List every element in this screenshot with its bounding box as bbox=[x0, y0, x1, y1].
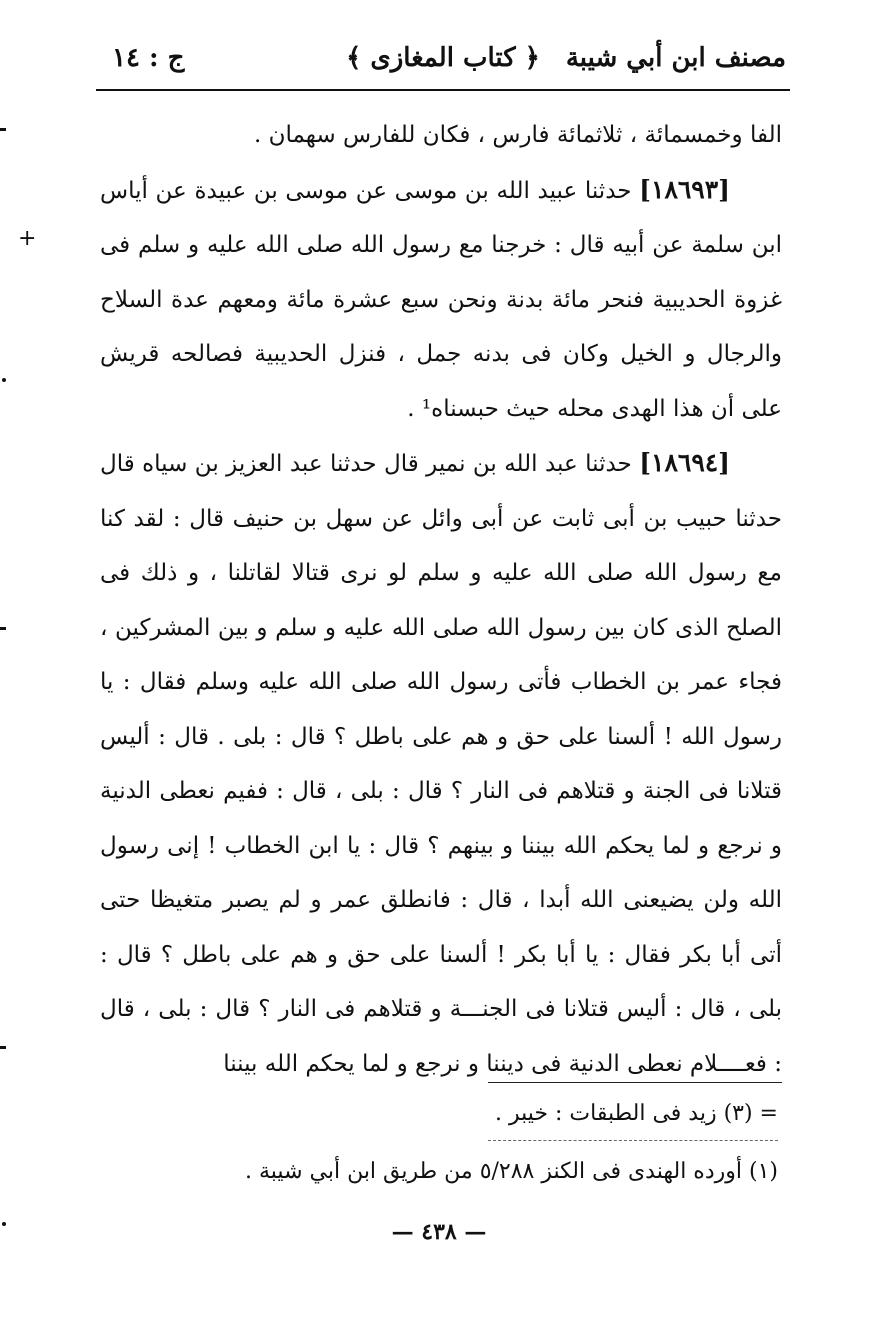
page-number: — ٤٣٨ — bbox=[391, 1219, 487, 1245]
footnote-continued: = (٣) زيد فى الطبقات : خيبر . bbox=[495, 1101, 778, 1126]
margin-mark bbox=[2, 378, 6, 382]
header-rule bbox=[96, 89, 790, 91]
hadith-text: حدثنا عبد الله بن نمير قال حدثنا عبد العزيز بن سياه قال حدثنا حبيب بن أبى ثابت عن أبى وائل عن سهل بن حنيف قال : لقد كنا مع رسول الله صلى الله عليه و سلم لو نرى قتالا لقاتلنا ، و ذلك فى الصلح الذى كان بين رسول الله صلى الله عليه و سلم و بين المشركين ، فجاء عمر بن الخطاب فأتى رسول الله صلى الله عليه وسلم فقال : يا رسول الله ! ألسنا على حق و هم على باطل ؟ قال : بلى . قال : أليس قتلانا فى الجنة و قتلاهم فى النار ؟ قال : بلى ، قال : ففيم نعطى الدنية و نرجع و لما يحكم الله بيننا و بينهم ؟ قال : يا ابن الخطاب ! إنى رسول الله ولن يضيعنى الله أبدا ، قال : فانطلق عمر و لم يصبر متغيظا حتى أتى أبا بكر فقال : يا أبا بكر ! ألسنا على حق و هم على باطل ؟ قال : بلى ، قال : أليس قتلانا فى الجنـــة و قتلاهم فى النار ؟ قال : بلى ، قال : فعــــلام نعطى الدنية فى ديننا و نرجع و لما يحكم الله بيننا bbox=[100, 451, 782, 1077]
footnote-separator bbox=[488, 1082, 782, 1083]
footnote-1: (١) أورده الهندى فى الكنز ٥/٢٨٨ من طريق ابن أبي شيبة . bbox=[245, 1159, 778, 1184]
main-text bbox=[100, 108, 782, 1091]
hadith-number: [١٨٦٩٣] bbox=[639, 174, 730, 204]
book-title: مصنف ابن أبي شيبة bbox=[565, 43, 786, 73]
section-title: ﴿ كتاب المغازى ﴾ bbox=[346, 43, 540, 73]
continuation-paragraph: الفا وخمسمائة ، ثلاثمائة فارس ، فكان للفارس سهمان . bbox=[253, 122, 782, 148]
margin-cross-mark: + bbox=[18, 226, 37, 251]
margin-mark bbox=[0, 627, 6, 630]
margin-mark bbox=[0, 128, 6, 131]
margin-mark bbox=[2, 1222, 6, 1226]
running-header bbox=[100, 32, 786, 88]
footnote-continued-rule bbox=[488, 1140, 778, 1141]
hadith-paragraph-18693 bbox=[100, 163, 782, 437]
margin-mark bbox=[0, 1046, 6, 1049]
hadith-text: حدثنا عبيد الله بن موسى عن موسى بن عبيدة عن أياس ابن سلمة عن أبيه قال : خرجنا مع رسول الله صلى الله عليه و سلم فى غزوة الحديبية فنحر مائة بدنة ونحن سبع عشرة مائة ومعهم عدة السلاح والرجال و الخيل وكان فى بدنه جمل ، فنزل الحديبية فصالحه قريش على أن هذا الهدى محله حيث حبسناه¹ . bbox=[100, 177, 782, 422]
volume-page-label: ج : ١٤ bbox=[112, 43, 185, 73]
hadith-paragraph-18694 bbox=[100, 436, 782, 1091]
hadith-number: [١٨٦٩٤] bbox=[639, 448, 731, 477]
